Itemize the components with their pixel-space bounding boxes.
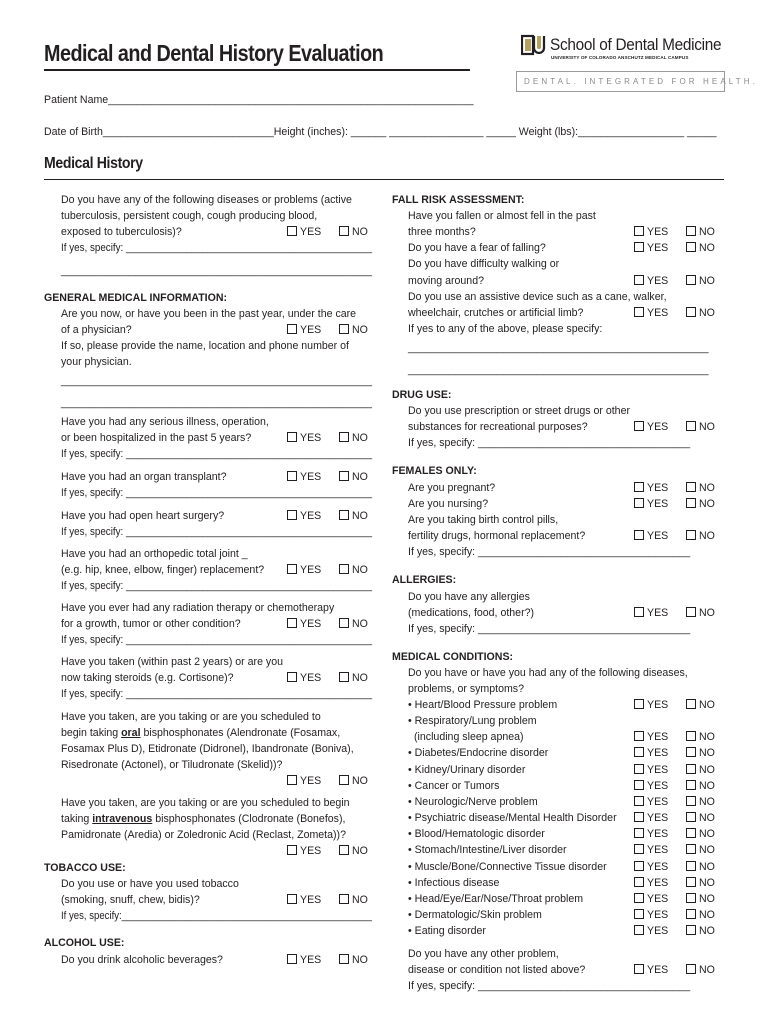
- q9-line: begin taking oral bisphosphonates (Alendronate (Fosamax,: [61, 727, 341, 739]
- form-title: Medical and Dental History Evaluation: [44, 40, 384, 66]
- checkbox-icon[interactable]: [339, 564, 349, 574]
- yes-option[interactable]: YES: [287, 564, 321, 577]
- q2-line: your physician.: [61, 356, 132, 368]
- no-option[interactable]: NO: [686, 877, 715, 890]
- condition-item: • Heart/Blood Pressure problem: [408, 699, 558, 711]
- q7-line: Have you ever had any radiation therapy or chemotherapy: [61, 602, 335, 614]
- no-option[interactable]: NO: [686, 498, 715, 511]
- q3-line: Have you had any serious illness, operation,: [61, 416, 269, 428]
- section-title: Medical History: [44, 155, 143, 172]
- checkbox-icon[interactable]: [634, 796, 644, 806]
- condition-item: • Stomach/Intestine/Liver disorder: [408, 844, 567, 856]
- checkbox-icon[interactable]: [339, 324, 349, 334]
- drug-line: Do you use prescription or street drugs or other: [408, 405, 630, 417]
- yes-option[interactable]: YES: [634, 812, 668, 825]
- yes-option[interactable]: YES: [634, 909, 668, 922]
- condition-item: • Respiratory/Lung problem: [408, 715, 537, 727]
- condition-item: • Psychiatric disease/Mental Health Disorder: [408, 812, 617, 824]
- emphasis-intravenous: intravenous: [92, 813, 153, 825]
- checkbox-icon[interactable]: [634, 307, 644, 317]
- no-option[interactable]: NO: [686, 731, 715, 744]
- tobacco-heading: TOBACCO USE:: [44, 862, 126, 874]
- alcohol-heading: ALCOHOL USE:: [44, 937, 125, 949]
- yes-option[interactable]: YES: [634, 877, 668, 890]
- condition-item: • Cancer or Tumors: [408, 780, 500, 792]
- yes-option[interactable]: YES: [634, 530, 668, 543]
- checkbox-icon[interactable]: [287, 894, 297, 904]
- checkbox-icon[interactable]: [686, 861, 696, 871]
- females-line: fertility drugs, hormonal replacement?: [408, 530, 586, 542]
- no-option[interactable]: NO: [686, 796, 715, 809]
- checkbox-icon[interactable]: [634, 861, 644, 871]
- checkbox-icon[interactable]: [686, 877, 696, 887]
- tobacco-line: Do you use or have you used tobacco: [61, 878, 239, 890]
- allergies-heading: ALLERGIES:: [392, 574, 457, 586]
- checkbox-icon[interactable]: [686, 699, 696, 709]
- no-option[interactable]: NO: [686, 226, 715, 239]
- yes-option[interactable]: YES: [634, 796, 668, 809]
- checkbox-icon[interactable]: [339, 226, 349, 236]
- checkbox-icon[interactable]: [634, 844, 644, 854]
- condition-item: • Dermatologic/Skin problem: [408, 909, 542, 921]
- cu-logo-icon: [521, 34, 547, 58]
- specify-field[interactable]: If yes, specify: ____________________________________: [408, 437, 691, 449]
- title-underline: [44, 69, 470, 71]
- checkbox-icon[interactable]: [339, 471, 349, 481]
- yes-option[interactable]: YES: [634, 482, 668, 495]
- checkbox-icon[interactable]: [634, 964, 644, 974]
- specify-field[interactable]: If yes, specify: _____________________________________________: [61, 487, 373, 499]
- tagline: DENTAL. INTEGRATED FOR HEALTH.: [524, 77, 758, 86]
- specify-field[interactable]: If yes, specify: _____________________________________________: [61, 634, 373, 646]
- yes-option[interactable]: YES: [287, 618, 321, 631]
- section-underline: [44, 179, 724, 180]
- females-line: Are you taking birth control pills,: [408, 514, 559, 526]
- yes-option[interactable]: YES: [634, 498, 668, 511]
- yes-option[interactable]: YES: [287, 510, 321, 523]
- specify-field[interactable]: If yes, specify: _____________________________________________: [61, 242, 373, 254]
- q9-line: Have you taken, are you taking or are you scheduled to: [61, 711, 321, 723]
- yes-option[interactable]: YES: [634, 731, 668, 744]
- checkbox-icon[interactable]: [686, 307, 696, 317]
- checkbox-icon[interactable]: [339, 510, 349, 520]
- yes-option[interactable]: YES: [634, 747, 668, 760]
- no-option[interactable]: NO: [339, 845, 368, 858]
- yes-option[interactable]: YES: [634, 242, 668, 255]
- checkbox-icon[interactable]: [634, 877, 644, 887]
- conditions-heading: MEDICAL CONDITIONS:: [392, 651, 514, 663]
- no-option[interactable]: NO: [686, 909, 715, 922]
- yes-option[interactable]: YES: [634, 828, 668, 841]
- specify-field[interactable]: If yes, specify: _____________________________________________: [61, 580, 373, 592]
- condition-item: • Neurologic/Nerve problem: [408, 796, 538, 808]
- specify-field[interactable]: If yes, specify: _____________________________________________: [61, 448, 373, 460]
- yes-option[interactable]: YES: [634, 607, 668, 620]
- checkbox-icon[interactable]: [339, 618, 349, 628]
- checkbox-icon[interactable]: [686, 607, 696, 617]
- no-option[interactable]: NO: [686, 699, 715, 712]
- checkbox-icon[interactable]: [686, 964, 696, 974]
- q2-line: Are you now, or have you been in the past year, under the care: [61, 308, 357, 320]
- no-option[interactable]: NO: [339, 618, 368, 631]
- checkbox-icon[interactable]: [287, 672, 297, 682]
- school-name: School of Dental Medicine: [550, 36, 722, 54]
- checkbox-icon[interactable]: [686, 780, 696, 790]
- q8-line: Have you taken (within past 2 years) or are you: [61, 656, 283, 668]
- no-option[interactable]: NO: [686, 964, 715, 977]
- no-option[interactable]: NO: [686, 780, 715, 793]
- checkbox-icon[interactable]: [339, 775, 349, 785]
- q6-line: (e.g. hip, knee, elbow, finger) replacement?: [61, 564, 265, 576]
- checkbox-icon[interactable]: [634, 530, 644, 540]
- checkbox-icon[interactable]: [634, 828, 644, 838]
- checkbox-icon[interactable]: [287, 845, 297, 855]
- checkbox-icon[interactable]: [686, 812, 696, 822]
- patient-info-field[interactable]: Date of Birth_____________________________Height (inches): ______ ________________ _____ Weight (lbs):__________________ _____: [44, 126, 717, 138]
- checkbox-icon[interactable]: [339, 894, 349, 904]
- q4-line: Have you had an organ transplant?: [61, 471, 227, 483]
- checkbox-icon[interactable]: [287, 510, 297, 520]
- q9-line: Risedronate (Actonel), or Tiludronate (Skelid))?: [61, 759, 283, 771]
- alcohol-line: Do you drink alcoholic beverages?: [61, 954, 223, 966]
- checkbox-icon[interactable]: [686, 796, 696, 806]
- conditions-intro: problems, or symptoms?: [408, 683, 524, 695]
- checkbox-icon[interactable]: [686, 893, 696, 903]
- fall-line: three months?: [408, 226, 476, 238]
- q1-line: tuberculosis, persistent cough, cough producing blood,: [61, 210, 318, 222]
- q8-line: now taking steroids (e.g. Cortisone)?: [61, 672, 234, 684]
- condition-item: • Head/Eye/Ear/Nose/Throat problem: [408, 893, 584, 905]
- yes-option[interactable]: YES: [287, 324, 321, 337]
- checkbox-icon[interactable]: [686, 731, 696, 741]
- checkbox-icon[interactable]: [634, 498, 644, 508]
- fall-line: wheelchair, crutches or artificial limb?: [408, 307, 584, 319]
- specify-field[interactable]: If yes, specify: ____________________________________: [408, 980, 691, 992]
- q3-line: or been hospitalized in the past 5 years?: [61, 432, 252, 444]
- no-option[interactable]: NO: [686, 747, 715, 760]
- no-option[interactable]: NO: [686, 530, 715, 543]
- checkbox-icon[interactable]: [634, 242, 644, 252]
- checkbox-icon[interactable]: [287, 564, 297, 574]
- q1-line: exposed to tuberculosis)?: [61, 226, 182, 238]
- yes-option[interactable]: YES: [634, 421, 668, 434]
- yes-option[interactable]: YES: [634, 307, 668, 320]
- yes-option[interactable]: YES: [634, 275, 668, 288]
- specify-field[interactable]: If yes, specify:_______________________________________________: [61, 910, 373, 922]
- fall-line: Do you have difficulty walking or: [408, 258, 560, 270]
- general-heading: GENERAL MEDICAL INFORMATION:: [44, 292, 228, 304]
- no-option[interactable]: NO: [686, 242, 715, 255]
- answer-line[interactable]: ___________________________________________________: [408, 342, 709, 354]
- no-option[interactable]: NO: [686, 482, 715, 495]
- checkbox-icon[interactable]: [339, 845, 349, 855]
- no-option[interactable]: NO: [686, 764, 715, 777]
- no-option[interactable]: NO: [686, 307, 715, 320]
- yes-option[interactable]: YES: [634, 764, 668, 777]
- checkbox-icon[interactable]: [634, 275, 644, 285]
- yes-option[interactable]: YES: [634, 844, 668, 857]
- no-option[interactable]: NO: [339, 471, 368, 484]
- checkbox-icon[interactable]: [634, 699, 644, 709]
- checkbox-icon[interactable]: [634, 780, 644, 790]
- no-option[interactable]: NO: [686, 828, 715, 841]
- yes-option[interactable]: YES: [634, 925, 668, 938]
- yes-option[interactable]: YES: [634, 226, 668, 239]
- condition-item: • Muscle/Bone/Connective Tissue disorder: [408, 861, 607, 873]
- allergies-line: (medications, food, other?): [408, 607, 535, 619]
- no-option[interactable]: NO: [339, 894, 368, 907]
- condition-item: • Eating disorder: [408, 925, 486, 937]
- checkbox-icon[interactable]: [287, 954, 297, 964]
- checkbox-icon[interactable]: [634, 925, 644, 935]
- specify-field[interactable]: If yes, specify: ____________________________________: [408, 546, 691, 558]
- q10-line: Have you taken, are you taking or are you scheduled to begin: [61, 797, 350, 809]
- condition-item: • Diabetes/Endocrine disorder: [408, 747, 549, 759]
- checkbox-icon[interactable]: [634, 421, 644, 431]
- checkbox-icon[interactable]: [634, 909, 644, 919]
- yes-option[interactable]: YES: [287, 775, 321, 788]
- yes-option[interactable]: YES: [287, 894, 321, 907]
- drug-line: substances for recreational purposes?: [408, 421, 588, 433]
- yes-option[interactable]: YES: [634, 861, 668, 874]
- q9-line: Fosamax Plus D), Etidronate (Didronel), Ibandronate (Boniva),: [61, 743, 354, 755]
- checkbox-icon[interactable]: [686, 498, 696, 508]
- checkbox-icon[interactable]: [634, 607, 644, 617]
- other-line: Do you have any other problem,: [408, 948, 559, 960]
- no-option[interactable]: NO: [339, 226, 368, 239]
- answer-line[interactable]: _______________________________________________________: [61, 265, 373, 277]
- condition-item: • Blood/Hematologic disorder: [408, 828, 545, 840]
- yes-option[interactable]: YES: [634, 780, 668, 793]
- q2-line: of a physician?: [61, 324, 132, 336]
- q5-line: Have you had open heart surgery?: [61, 510, 225, 522]
- checkbox-icon[interactable]: [287, 324, 297, 334]
- no-option[interactable]: NO: [339, 324, 368, 337]
- q7-line: for a growth, tumor or other condition?: [61, 618, 241, 630]
- checkbox-icon[interactable]: [339, 672, 349, 682]
- allergies-line: Do you have any allergies: [408, 591, 530, 603]
- checkbox-icon[interactable]: [634, 482, 644, 492]
- specify-field[interactable]: If yes, specify: _____________________________________________: [61, 526, 373, 538]
- checkbox-icon[interactable]: [634, 747, 644, 757]
- checkbox-icon[interactable]: [287, 432, 297, 442]
- checkbox-icon[interactable]: [634, 226, 644, 236]
- tobacco-line: (smoking, snuff, chew, bidis)?: [61, 894, 200, 906]
- checkbox-icon[interactable]: [634, 764, 644, 774]
- conditions-intro: Do you have or have you had any of the following diseases,: [408, 667, 688, 679]
- checkbox-icon[interactable]: [634, 893, 644, 903]
- checkbox-icon[interactable]: [686, 275, 696, 285]
- checkbox-icon[interactable]: [634, 812, 644, 822]
- q10-line: Pamidronate (Aredia) or Zoledronic Acid (Reclast, Zometa))?: [61, 829, 346, 841]
- checkbox-icon[interactable]: [686, 226, 696, 236]
- fall-line: Have you fallen or almost fell in the past: [408, 210, 596, 222]
- yes-option[interactable]: YES: [287, 471, 321, 484]
- school-subtitle: UNIVERSITY OF COLORADO ANSCHUTZ MEDICAL CAMPUS: [551, 55, 689, 60]
- fall-heading: FALL RISK ASSESSMENT:: [392, 194, 525, 206]
- checkbox-icon[interactable]: [686, 844, 696, 854]
- q1-line: Do you have any of the following diseases or problems (active: [61, 194, 352, 206]
- yes-option[interactable]: YES: [287, 845, 321, 858]
- checkbox-icon[interactable]: [686, 925, 696, 935]
- no-option[interactable]: NO: [686, 925, 715, 938]
- no-option[interactable]: NO: [686, 421, 715, 434]
- condition-item: • Infectious disease: [408, 877, 500, 889]
- checkbox-icon[interactable]: [287, 471, 297, 481]
- checkbox-icon[interactable]: [287, 775, 297, 785]
- answer-line[interactable]: _______________________________________________________: [61, 375, 373, 387]
- checkbox-icon[interactable]: [686, 764, 696, 774]
- yes-option[interactable]: YES: [287, 432, 321, 445]
- no-option[interactable]: NO: [686, 893, 715, 906]
- checkbox-icon[interactable]: [339, 432, 349, 442]
- no-option[interactable]: NO: [686, 607, 715, 620]
- no-option[interactable]: NO: [686, 812, 715, 825]
- fall-line: Do you have a fear of falling?: [408, 242, 546, 254]
- tagline-box: [516, 71, 758, 92]
- checkbox-icon[interactable]: [686, 747, 696, 757]
- no-option[interactable]: NO: [339, 954, 368, 967]
- checkbox-icon[interactable]: [686, 909, 696, 919]
- answer-line[interactable]: ___________________________________________________: [408, 364, 709, 376]
- checkbox-icon[interactable]: [686, 828, 696, 838]
- females-line: Are you nursing?: [408, 498, 489, 510]
- school-logo: [521, 34, 547, 58]
- specify-field[interactable]: If yes, specify: ____________________________________: [408, 623, 691, 635]
- emphasis-oral: oral: [121, 727, 141, 739]
- no-option[interactable]: NO: [339, 672, 368, 685]
- yes-option[interactable]: YES: [634, 893, 668, 906]
- yes-option[interactable]: YES: [287, 672, 321, 685]
- no-option[interactable]: NO: [686, 861, 715, 874]
- no-option[interactable]: NO: [339, 510, 368, 523]
- fall-line: If yes to any of the above, please specify:: [408, 323, 603, 335]
- fall-line: Do you use an assistive device such as a cane, walker,: [408, 291, 667, 303]
- checkbox-icon[interactable]: [634, 731, 644, 741]
- checkbox-icon[interactable]: [686, 242, 696, 252]
- checkbox-icon[interactable]: [686, 421, 696, 431]
- females-line: Are you pregnant?: [408, 482, 496, 494]
- other-line: disease or condition not listed above?: [408, 964, 586, 976]
- no-option[interactable]: NO: [339, 564, 368, 577]
- q6-line: Have you had an orthopedic total joint _: [61, 548, 248, 560]
- drug-heading: DRUG USE:: [392, 389, 452, 401]
- checkbox-icon[interactable]: [287, 226, 297, 236]
- condition-item: • Kidney/Urinary disorder: [408, 764, 526, 776]
- no-option[interactable]: NO: [339, 775, 368, 788]
- checkbox-icon[interactable]: [686, 530, 696, 540]
- fall-line: moving around?: [408, 275, 484, 287]
- q2-line: If so, please provide the name, location and phone number of: [61, 340, 349, 352]
- patient-name-field[interactable]: Patient Name______________________________________________________________: [44, 94, 474, 106]
- checkbox-icon[interactable]: [339, 954, 349, 964]
- no-option[interactable]: NO: [339, 432, 368, 445]
- specify-field[interactable]: If yes, specify: _____________________________________________: [61, 688, 373, 700]
- females-heading: FEMALES ONLY:: [392, 465, 477, 477]
- yes-option[interactable]: YES: [287, 954, 321, 967]
- yes-option[interactable]: YES: [634, 964, 668, 977]
- checkbox-icon[interactable]: [287, 618, 297, 628]
- answer-line[interactable]: _______________________________________________________: [61, 397, 373, 409]
- checkbox-icon[interactable]: [686, 482, 696, 492]
- condition-item: (including sleep apnea): [414, 731, 524, 743]
- q10-line: taking intravenous bisphosphonates (Clodronate (Bonefos),: [61, 813, 346, 825]
- yes-option[interactable]: YES: [634, 699, 668, 712]
- no-option[interactable]: NO: [686, 275, 715, 288]
- yes-option[interactable]: YES: [287, 226, 321, 239]
- no-option[interactable]: NO: [686, 844, 715, 857]
